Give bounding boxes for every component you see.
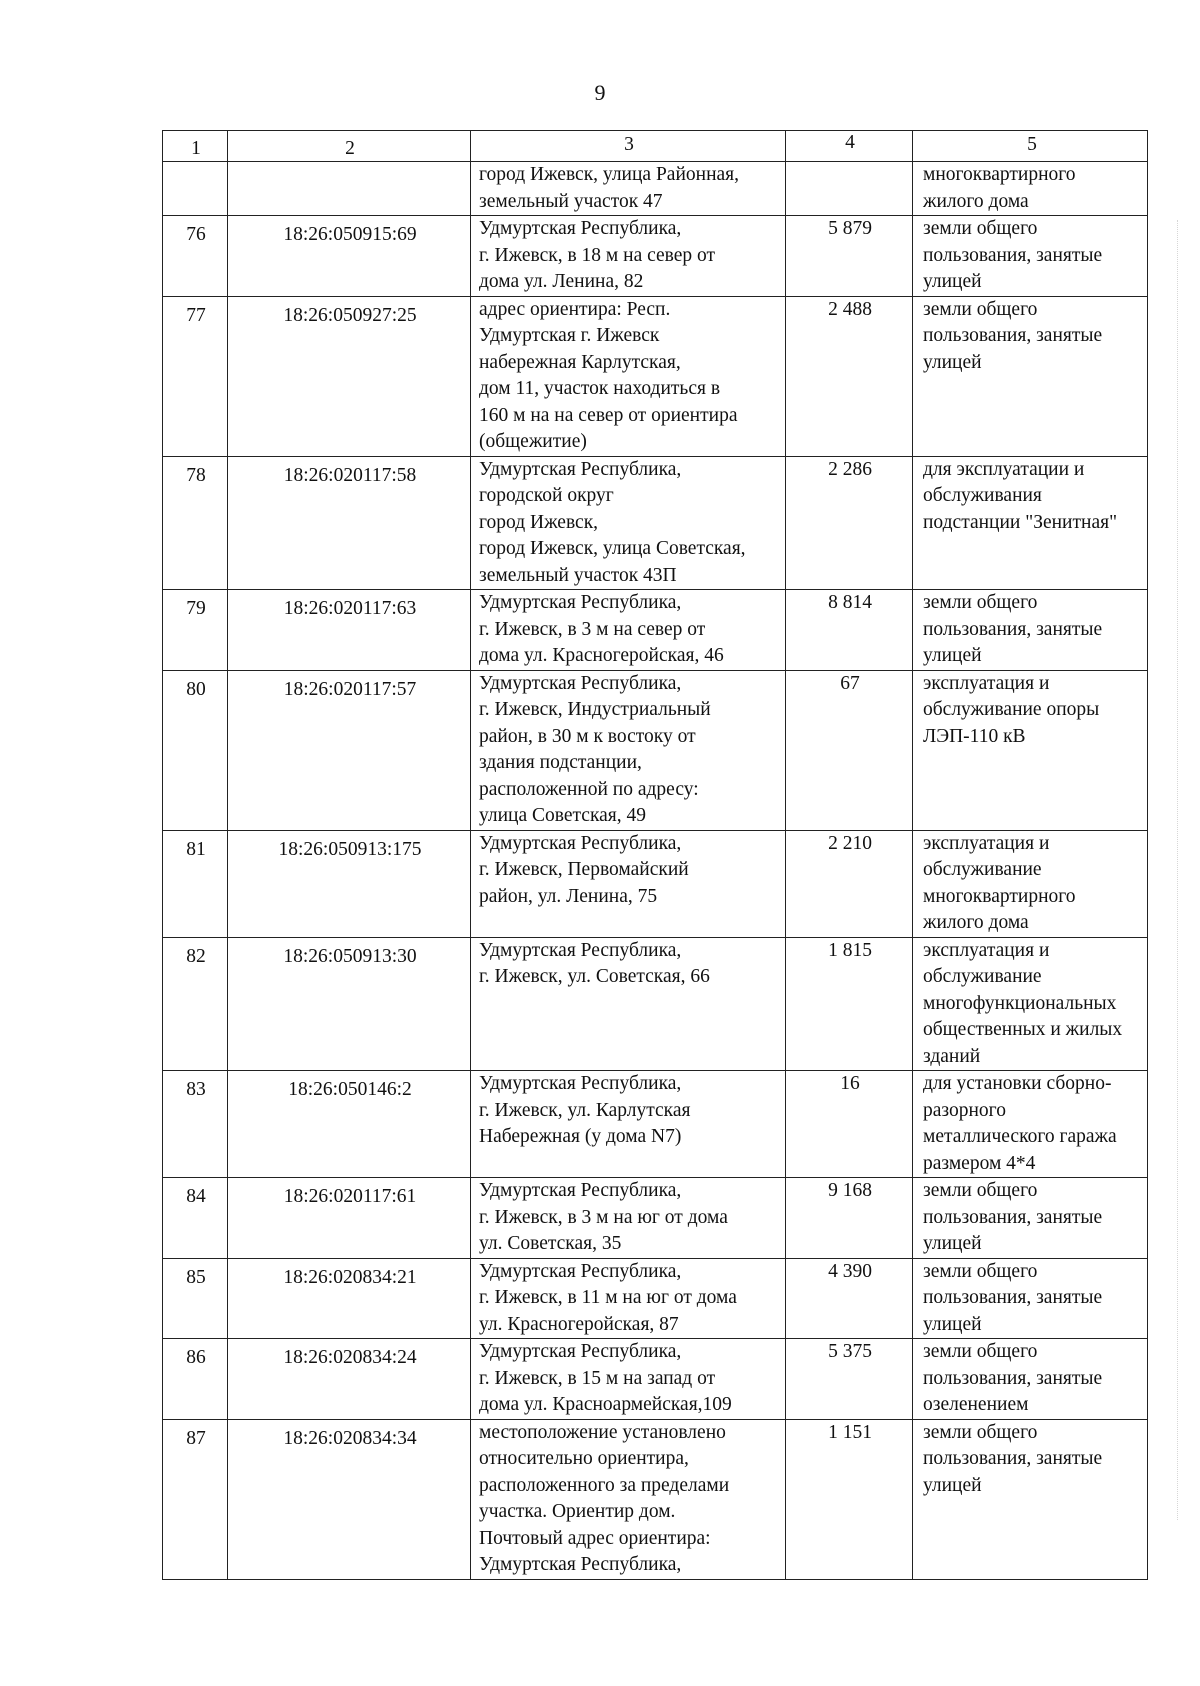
row-number-text: 87: [186, 1427, 206, 1449]
area-cell-text: 1 815: [828, 939, 872, 961]
row-number-text: 76: [186, 224, 206, 245]
area-cell-text: 2 210: [828, 832, 872, 854]
table-row: [163, 296, 1148, 456]
table-row: [163, 162, 1148, 216]
purpose-cell: [913, 1258, 1148, 1339]
purpose-cell-text: земли общего пользования, занятые улицей: [923, 1180, 1103, 1254]
area-cell-text: 2 488: [828, 298, 872, 320]
table-row: [163, 456, 1148, 590]
address-cell-text: Удмуртская Республика, г. Ижевск, ул. Советская, 66: [479, 939, 710, 987]
area-cell: [786, 1071, 913, 1178]
address-cell: [471, 1419, 786, 1579]
column-header-3: 3: [471, 131, 786, 162]
purpose-cell-text: земли общего пользования, занятые улицей: [923, 1421, 1103, 1496]
table-row: [163, 1258, 1148, 1339]
purpose-cell: [913, 456, 1148, 590]
address-cell-text: Удмуртская Республика, г. Ижевск, в 18 м на север от дома ул. Ленина, 82: [479, 218, 716, 292]
purpose-cell-text: эксплуатация и обслуживание многофункциональных общественных и жилых зданий: [923, 939, 1123, 1067]
address-cell: [471, 670, 786, 830]
area-cell: [786, 162, 913, 216]
cadastral-number: [228, 162, 471, 216]
area-cell: [786, 456, 913, 590]
address-cell: [471, 162, 786, 216]
table-header-row: [163, 131, 1148, 162]
cadastral-number: [228, 830, 471, 937]
row-number: [163, 1339, 228, 1420]
cadastral-number: [228, 590, 471, 671]
row-number: [163, 216, 228, 297]
row-number-text: 84: [186, 1186, 206, 1207]
purpose-cell-text: для установки сборно- разорного металлического гаража размером 4*4: [923, 1073, 1117, 1174]
purpose-cell-text: земли общего пользования, занятые улицей: [923, 1260, 1103, 1335]
cadastral-number-text: 18:26:050915:69: [283, 224, 417, 245]
row-number-text: 80: [186, 678, 206, 700]
area-cell: [786, 1339, 913, 1420]
area-cell-text: 5 879: [828, 218, 872, 239]
row-number: [163, 830, 228, 937]
row-number-text: 86: [186, 1347, 206, 1368]
purpose-cell-text: для эксплуатации и обслуживания подстанции "Зенитная": [923, 458, 1118, 533]
table-body: [163, 162, 1148, 1580]
cadastral-number-text: 18:26:050913:175: [278, 838, 422, 860]
address-cell: [471, 1339, 786, 1420]
purpose-cell-text: земли общего пользования, занятые озеленением: [923, 1341, 1103, 1415]
table-row: [163, 830, 1148, 937]
address-cell-text: местоположение установлено относительно ориентира, расположенного за пределами участка. Ориентир дом. Почтовый адрес ориентира: Удмуртская Республика,: [479, 1421, 730, 1575]
area-cell-text: 9 168: [828, 1180, 872, 1201]
column-header-4: 4: [786, 131, 913, 162]
cadastral-number-text: 18:26:050927:25: [283, 304, 417, 326]
column-header-5: 5: [913, 131, 1148, 162]
table-row: [163, 1419, 1148, 1579]
row-number: [163, 937, 228, 1071]
area-cell-text: 4 390: [828, 1260, 872, 1282]
address-cell: [471, 937, 786, 1071]
cadastral-number-text: 18:26:020117:57: [283, 678, 417, 700]
row-number: [163, 590, 228, 671]
area-cell-text: 5 375: [828, 1341, 872, 1362]
purpose-cell: [913, 937, 1148, 1071]
row-number: [163, 456, 228, 590]
land-plots-table: [162, 130, 1148, 1580]
cadastral-number-text: 18:26:020834:21: [283, 1266, 417, 1288]
purpose-cell-text: земли общего пользования, занятые улицей: [923, 218, 1103, 292]
row-number-text: 81: [186, 838, 206, 860]
purpose-cell-text: эксплуатация и обслуживание многоквартирного жилого дома: [923, 832, 1076, 933]
area-cell: [786, 1258, 913, 1339]
row-number: [163, 162, 228, 216]
address-cell: [471, 296, 786, 456]
address-cell: [471, 830, 786, 937]
cadastral-number: [228, 456, 471, 590]
purpose-cell-text: многоквартирного жилого дома: [923, 164, 1076, 212]
table-row: [163, 216, 1148, 297]
column-header-2: 2: [228, 131, 471, 162]
address-cell: [471, 216, 786, 297]
scan-edge-artifact: [1175, 220, 1178, 1520]
row-number-text: 83: [186, 1079, 206, 1100]
row-number-text: 79: [186, 598, 206, 619]
purpose-cell: [913, 670, 1148, 830]
cadastral-number-text: 18:26:020834:34: [283, 1427, 417, 1449]
table-row: [163, 1071, 1148, 1178]
cadastral-number-text: 18:26:020117:63: [283, 598, 417, 619]
row-number: [163, 670, 228, 830]
cadastral-number-text: 18:26:050913:30: [283, 945, 417, 967]
purpose-cell: [913, 590, 1148, 671]
table-row: [163, 937, 1148, 1071]
cadastral-number: [228, 1419, 471, 1579]
address-cell-text: адрес ориентира: Респ. Удмуртская г. Ижевск набережная Карлутская, дом 11, участок находиться в 160 м на на север от ориентира (общежитие): [479, 298, 738, 452]
address-cell-text: Удмуртская Республика, г. Ижевск, ул. Карлутская Набережная (у дома N7): [479, 1073, 691, 1147]
table-row: [163, 1178, 1148, 1259]
table-row: [163, 1339, 1148, 1420]
address-cell: [471, 1178, 786, 1259]
cadastral-number: [228, 937, 471, 1071]
address-cell-text: Удмуртская Республика, городской округ город Ижевск, город Ижевск, улица Советская, земельный участок 43П: [479, 458, 746, 586]
row-number: [163, 1071, 228, 1178]
area-cell: [786, 216, 913, 297]
cadastral-number: [228, 1258, 471, 1339]
row-number-text: 82: [186, 945, 206, 967]
address-cell: [471, 1258, 786, 1339]
address-cell-text: Удмуртская Республика, г. Ижевск, в 3 м на юг от дома ул. Советская, 35: [479, 1180, 728, 1254]
purpose-cell: [913, 830, 1148, 937]
area-cell-text: 1 151: [828, 1421, 872, 1443]
purpose-cell: [913, 1339, 1148, 1420]
area-cell: [786, 590, 913, 671]
address-cell-text: Удмуртская Республика, г. Ижевск, в 11 м на юг от дома ул. Красногеройская, 87: [479, 1260, 737, 1335]
row-number: [163, 1419, 228, 1579]
purpose-cell: [913, 296, 1148, 456]
address-cell: [471, 1071, 786, 1178]
cadastral-number: [228, 216, 471, 297]
row-number: [163, 1178, 228, 1259]
cadastral-number: [228, 1339, 471, 1420]
row-number: [163, 296, 228, 456]
address-cell-text: город Ижевск, улица Районная, земельный участок 47: [479, 164, 740, 212]
area-cell: [786, 296, 913, 456]
cadastral-number: [228, 1071, 471, 1178]
purpose-cell: [913, 1419, 1148, 1579]
area-cell: [786, 1178, 913, 1259]
row-number-text: 78: [186, 464, 206, 486]
address-cell-text: Удмуртская Республика, г. Ижевск, Индустриальный район, в 30 м к востоку от здания подстанции, расположенной по адресу: улица Советская, 49: [479, 672, 711, 826]
area-cell-text: 67: [840, 672, 860, 694]
purpose-cell-text: земли общего пользования, занятые улицей: [923, 298, 1103, 373]
area-cell: [786, 937, 913, 1071]
cadastral-number: [228, 296, 471, 456]
address-cell-text: Удмуртская Республика, г. Ижевск, Первомайский район, ул. Ленина, 75: [479, 832, 689, 907]
table-row: [163, 670, 1148, 830]
purpose-cell: [913, 1071, 1148, 1178]
page-number: 9: [594, 80, 606, 105]
area-cell: [786, 830, 913, 937]
cadastral-number-text: 18:26:050146:2: [288, 1079, 412, 1100]
area-cell: [786, 1419, 913, 1579]
row-number-text: 77: [186, 304, 206, 326]
purpose-cell: [913, 1178, 1148, 1259]
row-number: [163, 1258, 228, 1339]
cadastral-number-text: 18:26:020117:61: [283, 1186, 417, 1207]
table-row: [163, 590, 1148, 671]
address-cell-text: Удмуртская Республика, г. Ижевск, в 15 м на запад от дома ул. Красноармейская,109: [479, 1341, 732, 1415]
area-cell-text: 8 814: [828, 592, 872, 613]
purpose-cell: [913, 216, 1148, 297]
area-cell-text: 16: [840, 1073, 860, 1094]
cadastral-number: [228, 1178, 471, 1259]
cadastral-number: [228, 670, 471, 830]
address-cell-text: Удмуртская Республика, г. Ижевск, в 3 м на север от дома ул. Красногеройская, 46: [479, 592, 724, 666]
cadastral-number-text: 18:26:020117:58: [283, 464, 417, 486]
purpose-cell-text: эксплуатация и обслуживание опоры ЛЭП-110 кВ: [923, 672, 1100, 747]
address-cell: [471, 590, 786, 671]
purpose-cell-text: земли общего пользования, занятые улицей: [923, 592, 1103, 666]
row-number-text: 85: [186, 1266, 206, 1288]
area-cell: [786, 670, 913, 830]
area-cell-text: 2 286: [828, 458, 872, 480]
column-header-1: 1: [163, 131, 228, 162]
cadastral-number-text: 18:26:020834:24: [283, 1347, 417, 1368]
purpose-cell: [913, 162, 1148, 216]
address-cell: [471, 456, 786, 590]
